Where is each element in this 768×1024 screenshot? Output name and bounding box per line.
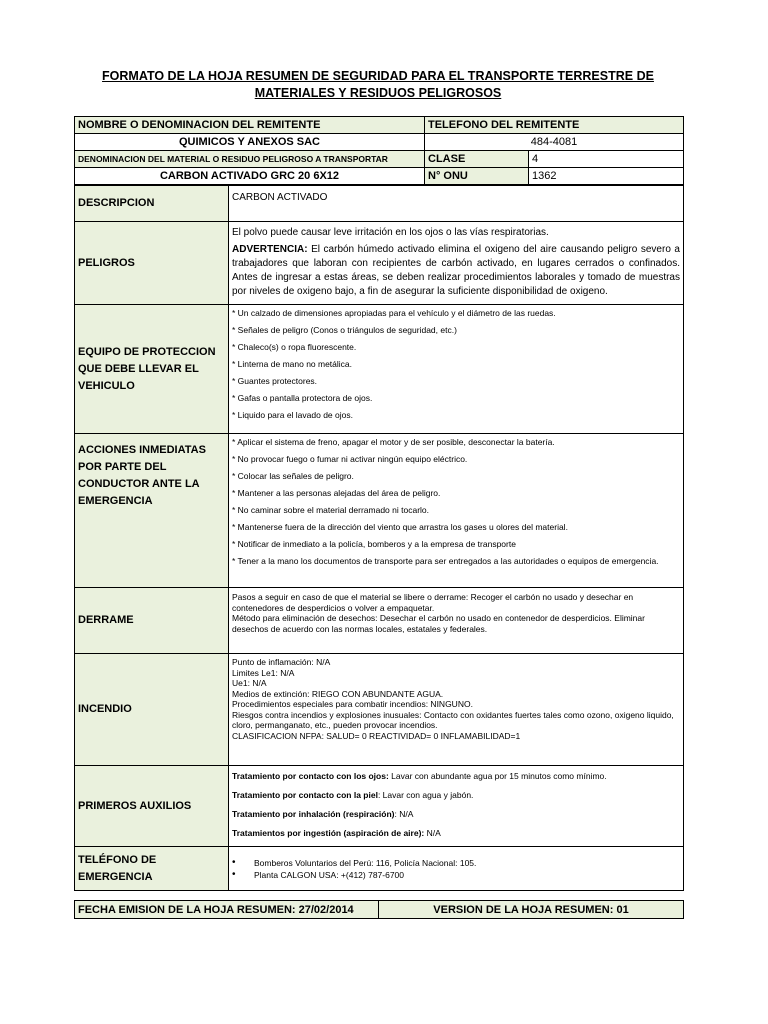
remitente-label: NOMBRE O DENOMINACION DEL REMITENTE: [75, 117, 425, 134]
equipo-item: * Señales de peligro (Conos o triángulos de seguridad, etc.): [232, 325, 457, 335]
remitente-value: QUIMICOS Y ANEXOS SAC: [75, 134, 425, 151]
acciones-item: * Aplicar el sistema de freno, apagar el motor y de ser posible, desconectar la batería.: [232, 437, 555, 447]
advertencia-text: El carbón húmedo activado elimina el oxigeno del aire causando peligro severo a trabajadores que laboran con recipientes de carbón activado, en lugares cerrados o confinados. Antes de ingresar a estas áreas, se deben realizar procedimientos laborales y tomado de muestras por niveles de oxigeno bajo, a fin de asegurar la suficiente disponibilidad de oxigeno.: [232, 244, 680, 297]
telefono-emergencia-content: [229, 847, 684, 891]
advertencia-label: ADVERTENCIA:: [232, 244, 308, 255]
equipo-content: [229, 305, 684, 434]
onu-label: N° ONU: [425, 168, 529, 185]
auxilios-content: [229, 766, 684, 847]
descripcion-value: [229, 186, 684, 222]
descripcion-text: CARBON ACTIVADO: [232, 192, 328, 203]
telefono-label: TELEFONO DEL REMITENTE: [425, 117, 684, 134]
auxilios-label: PRIMEROS AUXILIOS: [75, 766, 229, 847]
incendio-content: [229, 654, 684, 766]
title-line-1: FORMATO DE LA HOJA RESUMEN DE SEGURIDAD PARA EL TRANSPORTE TERRESTRE DE: [102, 69, 654, 83]
document-title: [74, 68, 682, 102]
telefono-list: [232, 857, 680, 881]
acciones-item: * Colocar las señales de peligro.: [232, 471, 354, 481]
telefono-item: • Planta CALGON USA: +(412) 787-6700: [232, 869, 680, 881]
incendio-line: Punto de inflamación: N/A: [232, 657, 331, 667]
incendio-line: Ue1: N/A: [232, 678, 267, 688]
acciones-item: * Mantenerse fuera de la dirección del viento que arrastra los gases u olores del material.: [232, 522, 568, 532]
equipo-item: * Un calzado de dimensiones apropiadas para el vehículo y el diámetro de las ruedas.: [232, 308, 556, 318]
peligros-content: [229, 222, 684, 305]
fecha-emision: FECHA EMISION DE LA HOJA RESUMEN: 27/02/2014: [75, 901, 379, 919]
auxilios-key: Tratamientos por ingestión (aspiración de aire):: [232, 828, 425, 838]
acciones-item: * No caminar sobre el material derramado ni tocarlo.: [232, 505, 430, 515]
telefono-emergencia-label: TELÉFONO DE EMERGENCIA: [75, 847, 229, 891]
incendio-line: Procedimientos especiales para combatir incendios: NINGUNO.: [232, 699, 473, 709]
auxilios-item: [232, 786, 680, 805]
acciones-item: * Mantener a las personas alejadas del área de peligro.: [232, 488, 441, 498]
onu-value: 1362: [529, 168, 684, 185]
incendio-line: Limites Le1: N/A: [232, 667, 295, 678]
auxilios-item: [232, 767, 680, 786]
incendio-line: Riesgos contra incendios y explosiones inusuales: Contacto con oxidantes fuertes tales como ozono, oxigeno liquido, cloro, permanganato, etc., pueden provocar incendios.: [232, 709, 674, 730]
equipo-label: EQUIPO DE PROTECCION QUE DEBE LLEVAR EL VEHICULO: [75, 305, 229, 434]
telefono-value: 484-4081: [425, 134, 684, 151]
incendio-line: CLASIFICACION NFPA: SALUD= 0 REACTIVIDAD= 0 INFLAMABILIDAD=1: [232, 730, 521, 741]
derrame-line: Método para eliminación de desechos: Desechar el carbón no usado en contenedor de desperdicios. Eliminar desechos de acuerdo con las normas locales, estatales y federales.: [232, 613, 645, 634]
auxilios-item: [232, 824, 680, 843]
auxilios-item: [232, 805, 680, 824]
version-hoja: VERSION DE LA HOJA RESUMEN: 01: [379, 901, 684, 919]
title-line-2: MATERIALES Y RESIDUOS PELIGROSOS: [254, 86, 502, 100]
clase-label: CLASE: [425, 151, 529, 168]
derrame-content: [229, 588, 684, 654]
acciones-item: * No provocar fuego o fumar ni activar ningún equipo eléctrico.: [232, 454, 468, 464]
equipo-item: * Guantes protectores.: [232, 376, 318, 386]
peligros-label: PELIGROS: [75, 222, 229, 305]
descripcion-label: DESCRIPCION: [75, 186, 229, 222]
telefono-item: • Bomberos Voluntarios del Perú: 116, Policía Nacional: 105.: [232, 857, 680, 869]
derrame-line: Pasos a seguir en caso de que el material se libere o derrame: Recoger el carbón no usado y desechar en contenedores de desperdicios o volver a empaquetar.: [232, 592, 634, 613]
auxilios-value: N/A: [424, 828, 441, 838]
material-value: CARBON ACTIVADO GRC 20 6X12: [75, 168, 425, 185]
equipo-item: * Gafas o pantalla protectora de ojos.: [232, 393, 373, 403]
acciones-content: [229, 434, 684, 588]
footer-table: [74, 900, 684, 919]
auxilios-key: Tratamiento por contacto con los ojos:: [232, 771, 389, 781]
peligros-line-1: El polvo puede causar leve irritación en los ojos o las vías respiratorias.: [232, 227, 549, 238]
acciones-item: * Notificar de inmediato a la policía, bomberos y a la empresa de transporte: [232, 539, 516, 549]
incendio-label: INCENDIO: [75, 654, 229, 766]
auxilios-value: Lavar con abundante agua por 15 minutos como mínimo.: [388, 771, 607, 781]
derrame-label: DERRAME: [75, 588, 229, 654]
material-label: DENOMINACION DEL MATERIAL O RESIDUO PELIGROSO A TRANSPORTAR: [75, 151, 425, 168]
acciones-label: ACCIONES INMEDIATAS POR PARTE DEL CONDUCTOR ANTE LA EMERGENCIA: [75, 434, 229, 588]
auxilios-key: Tratamiento por inhalación (respiración): [232, 809, 395, 819]
clase-value: 4: [529, 151, 684, 168]
equipo-item: * Linterna de mano no metálica.: [232, 359, 353, 369]
header-table: [74, 116, 684, 185]
equipo-item: * Liquido para el lavado de ojos.: [232, 410, 353, 420]
equipo-item: * Chaleco(s) o ropa fluorescente.: [232, 342, 357, 352]
peligros-advertencia: [232, 243, 680, 299]
details-table: [74, 185, 684, 891]
auxilios-value: : N/A: [394, 809, 414, 819]
auxilios-key: Tratamiento por contacto con la piel: [232, 790, 378, 800]
incendio-line: Medios de extinción: RIEGO CON ABUNDANTE AGUA.: [232, 688, 444, 699]
acciones-item: * Tener a la mano los documentos de transporte para ser entregados a las autoridades o equipos de emergencia.: [232, 556, 659, 566]
auxilios-value: : Lavar con agua y jabón.: [377, 790, 474, 800]
